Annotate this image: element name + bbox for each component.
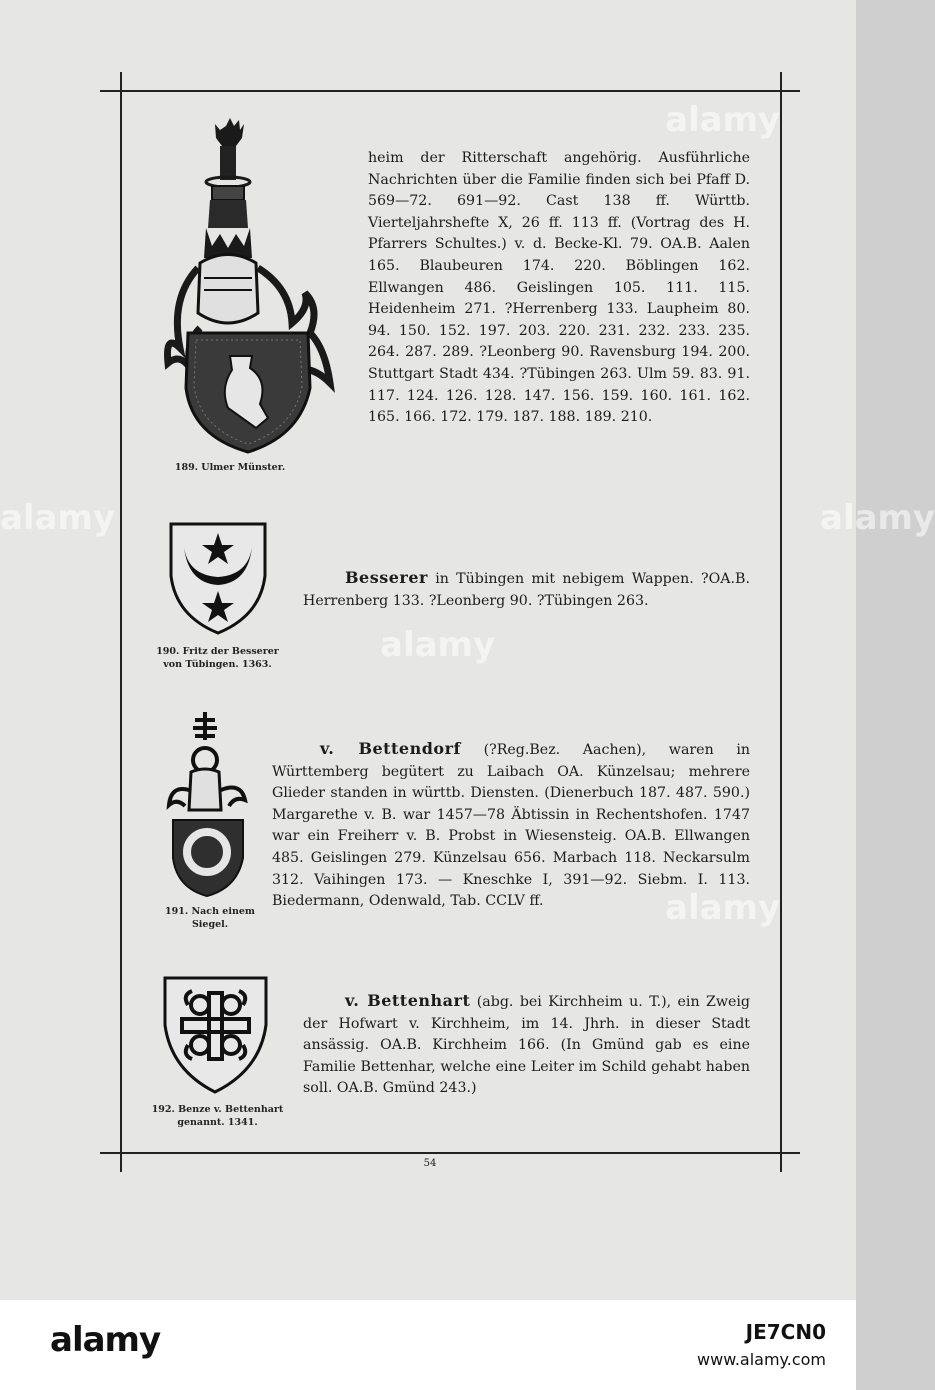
bottom-rule: [100, 1152, 800, 1154]
page-number: 54: [423, 1158, 437, 1169]
figure-caption-192: 192. Benze v. Bettenhart genannt. 1341.: [151, 1104, 284, 1128]
crest-helmet-shield-icon: [160, 118, 335, 458]
top-rule: [100, 90, 800, 92]
entry-name: Besserer: [345, 568, 428, 587]
entry-bettenhart: [303, 990, 750, 1100]
watermark: alamy: [665, 888, 781, 928]
cross-ornament-shield-icon: [162, 975, 269, 1095]
footer-logo: alamy: [50, 1320, 161, 1360]
left-rule: [120, 72, 122, 1172]
entry-text: heim der Ritterschaft angehörig. Ausführliche Nachrichten über die Familie finden sich bei Pfaff D. 569—72. 691—92. Cast 138 ff. Württb. Vierteljahrshefte X, 26 ff. 113 ff. (Vortrag des H. Pfarrers Schultes.) v. d. Becke-Kl. 79. OA.B. Aalen 165. Blaubeuren 174. 220. Böblingen 162. Ellwangen 486. Geislingen 105. 111. 115. Heidenheim 271. ?Herrenberg 133. Laupheim 80. 94. 150. 152. 197. 203. 220. 231. 232. 233. 235. 264. 287. 289. ?Leonberg 90. Ravensburg 194. 200. Stuttgart Stadt 434. ?Tübingen 263. Ulm 59. 83. 91. 117. 124. 126. 128. 147. 156. 159. 160. 161. 162. 165. 166. 172. 179. 187. 188. 189. 210.: [368, 150, 750, 426]
right-rule: [780, 72, 782, 1172]
entry-text: (?Reg.Bez. Aachen), waren in Württemberg begütert zu Laibach OA. Künzelsau; mehrere Glieder standen in württb. Diensten. (Dienerbuch 187. 487. 590.) Margarethe v. B. war 1457—78 Äbtissin in Rechentshofen. 1747 war ein Freiherr v. B. Probst in Wiesensteig. OA.B. Ellwangen 485. Geislingen 279. Künzelsau 656. Marbach 118. Neckarsulm 312. Vaihingen 173. — Kneschke I, 391—92. Siebm. I. 113. Biedermann, Odenwald, Tab. CCLV ff.: [272, 742, 751, 910]
entry-besserer: [303, 567, 750, 612]
entry-text: (abg. bei Kirchheim u. T.), ein Zweig der Hofwart v. Kirchheim, im 14. Jhrh. in dieser Stadt ansässig. OA.B. Kirchheim 166. (In Gmünd gab es eine Familie Bettenhar, welche eine Leiter im Schild gehabt haben soll. OA.B. Gmünd 243.): [303, 994, 751, 1097]
entry-name: v. Bettendorf: [320, 739, 461, 758]
footer-image-id: JE7CN0: [745, 1320, 826, 1344]
watermark: alamy: [380, 625, 496, 665]
footer-url: www.alamy.com: [697, 1350, 826, 1369]
figure-caption-191: 191. Nach einem Siegel.: [165, 906, 255, 930]
stock-footer: [0, 1300, 856, 1390]
figure-caption-189: 189. Ulmer Münster.: [174, 462, 286, 473]
ring-shield-icon: [165, 710, 250, 900]
star-crescent-shield-icon: [168, 521, 268, 636]
watermark: alamy: [0, 498, 116, 538]
entry-text: in Tübingen mit nebigem Wappen. ?OA.B. Herrenberg 133. ?Leonberg 90. ?Tübingen 263.: [303, 571, 750, 609]
entry-ulm-continuation: [368, 148, 750, 429]
entry-name: v. Bettenhart: [345, 991, 471, 1010]
figure-caption-190: 190. Fritz der Besserer von Tübingen. 1363.: [156, 646, 279, 670]
watermark: alamy: [665, 100, 781, 140]
watermark: alamy: [820, 498, 935, 538]
entry-bettendorf: [272, 738, 750, 913]
